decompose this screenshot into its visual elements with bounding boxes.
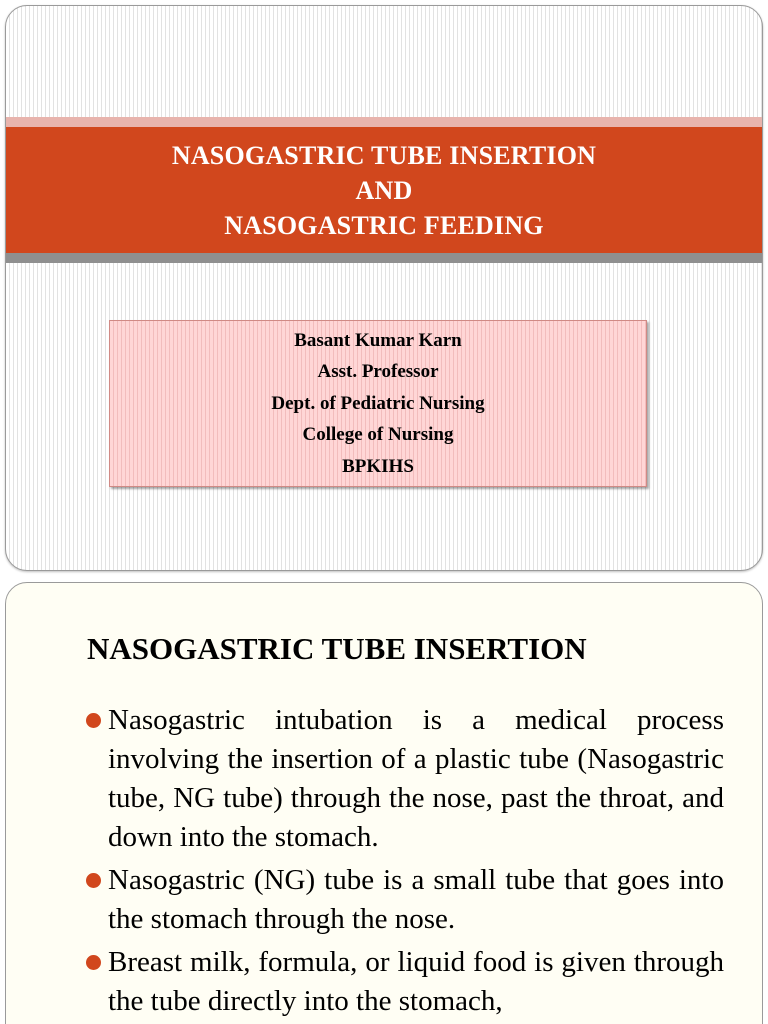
bullet-text: Nasogastric intubation is a medical process involving the insertion of a plastic tube (Nasogastric tube, NG tube) through the nose, past the throat, and down into the stomach. bbox=[108, 704, 724, 853]
author-department: Dept. of Pediatric Nursing bbox=[271, 392, 485, 414]
bullet-item bbox=[84, 861, 724, 939]
author-institution: BPKIHS bbox=[342, 455, 414, 477]
title-band-top-stripe bbox=[6, 117, 762, 127]
bullet-list bbox=[84, 701, 724, 1024]
title-line-3: NASOGASTRIC FEEDING bbox=[224, 210, 544, 240]
bullet-dot-icon bbox=[86, 713, 101, 728]
title-line-2: AND bbox=[355, 175, 413, 205]
bullet-dot-icon bbox=[86, 873, 101, 888]
title-band bbox=[6, 127, 762, 253]
title-slide bbox=[5, 5, 763, 571]
author-info-box bbox=[109, 320, 647, 487]
title-line-1: NASOGASTRIC TUBE INSERTION bbox=[171, 140, 597, 170]
slide-title: NASOGASTRIC TUBE INSERTION bbox=[87, 631, 587, 666]
bullet-text: Nasogastric (NG) tube is a small tube that goes into the stomach through the nose. bbox=[108, 864, 724, 935]
author-name: Basant Kumar Karn bbox=[294, 329, 462, 351]
title-band-bottom-stripe bbox=[6, 253, 762, 263]
author-position: Asst. Professor bbox=[317, 361, 439, 383]
content-slide bbox=[5, 582, 763, 1024]
bullet-dot-icon bbox=[86, 955, 101, 970]
bullet-item bbox=[84, 701, 724, 857]
author-college: College of Nursing bbox=[302, 424, 454, 446]
bullet-text: Breast milk, formula, or liquid food is given through the tube directly into the stomach, bbox=[108, 946, 724, 1017]
bullet-item bbox=[84, 943, 724, 1021]
